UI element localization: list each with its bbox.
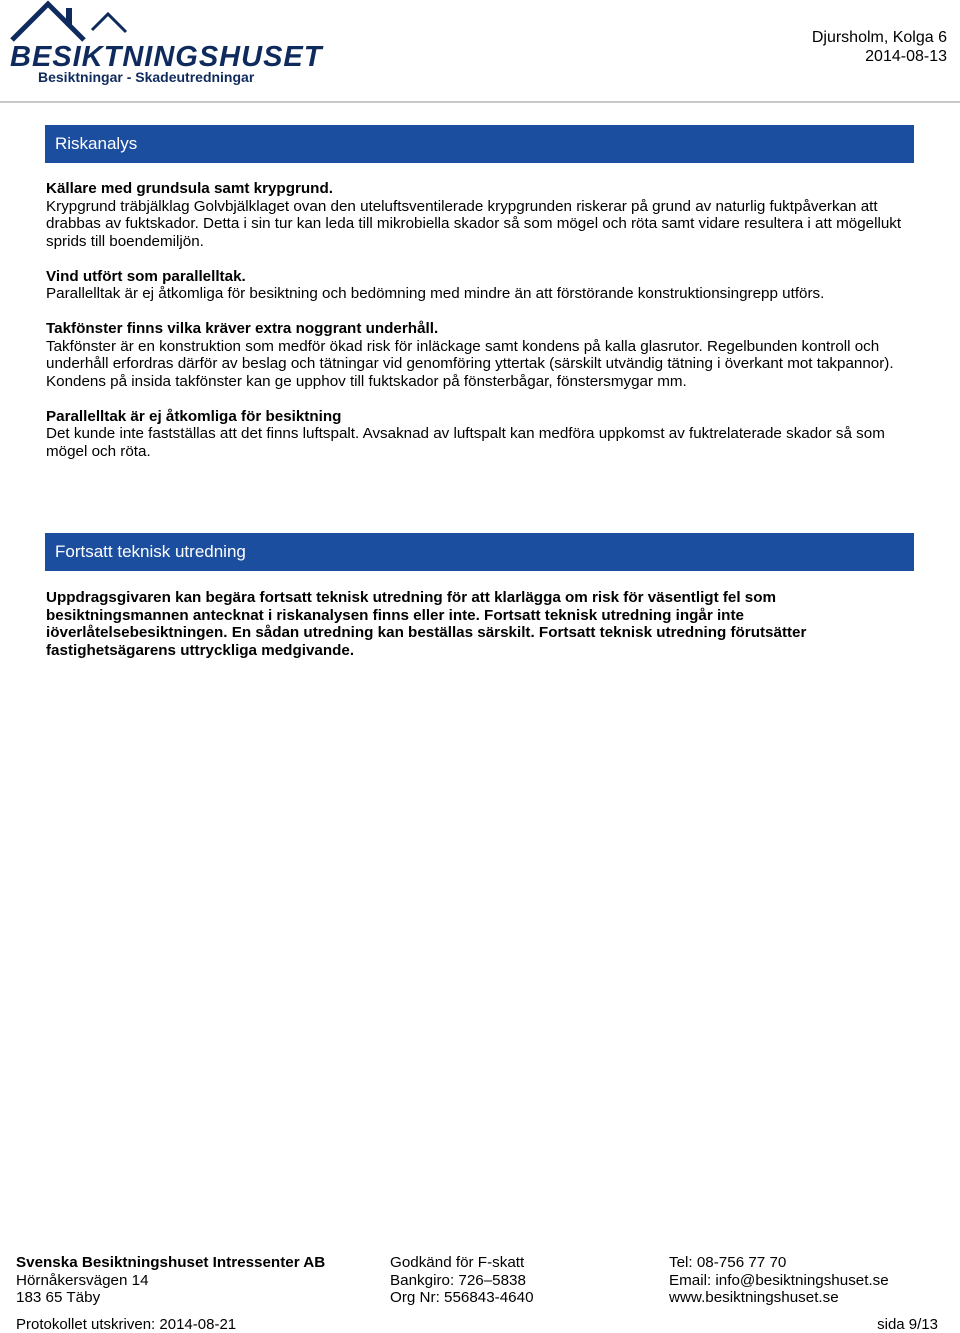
- website-text: www.besiktningshuset.se: [669, 1289, 839, 1306]
- orgnr-text: Org Nr: 556843-4640: [390, 1289, 534, 1306]
- property-name: Djursholm, Kolga 6: [811, 29, 947, 46]
- risk-text: Parallelltak är ej åtkomliga för besiktning och bedömning med mindre än att förstörande konstruktionsingrepp utförs.: [46, 285, 825, 302]
- risk-heading: Källare med grundsula samt krypgrund.: [46, 180, 333, 197]
- phone-text: Tel: 08-756 77 70: [669, 1254, 787, 1271]
- footer-company: [16, 1254, 325, 1307]
- risk-text: Det kunde inte fastställas att det finns luftspalt. Avsaknad av luftspalt kan medföra uppkomst av fuktrelaterade skador så som mögel och röta.: [46, 425, 885, 460]
- company-name: Svenska Besiktningshuset Intressenter AB: [16, 1254, 326, 1271]
- fortsatt-content: [46, 589, 916, 659]
- section-title-riskanalys: Riskanalys: [45, 125, 914, 163]
- document-header-info: [812, 28, 947, 66]
- section-title-fortsatt: Fortsatt teknisk utredning: [45, 533, 914, 571]
- company-logo: [8, 0, 338, 90]
- email-text: Email: info@besiktningshuset.se: [669, 1271, 889, 1289]
- risk-heading: Vind utfört som parallelltak.: [46, 267, 246, 285]
- house-roof-icon: [8, 0, 338, 90]
- header-divider: [0, 101, 960, 103]
- page-number: sida 9/13: [877, 1316, 938, 1333]
- company-city: 183 65 Täby: [16, 1289, 101, 1306]
- svg-text:BESIKTNINGSHUSET: BESIKTNINGSHUSET: [10, 41, 323, 73]
- fskatt-text: Godkänd för F-skatt: [390, 1254, 525, 1271]
- svg-text:Besiktningar - Skadeutredninga: Besiktningar - Skadeutredningar: [38, 69, 255, 85]
- fortsatt-text: Uppdragsgivaren kan begära fortsatt teknisk utredning för att klarlägga om risk för väsentligt fel som besiktningsmannen antecknat i riskanalysen finns eller inte. Fortsatt teknisk utredning ingår inte iöverlåtelsebesiktningen. En sådan utredning kan beställas särskilt. Fortsatt teknisk utredning förutsätter fastighetsägarens uttryckliga medgivande.: [46, 589, 807, 659]
- risk-text: Krypgrund träbjälklag Golvbjälklaget ovan den uteluftsventilerade krypgrunden riskerar på grund av naturlig fuktpåverkan att drabbas av fuktskador. Detta i sin tur kan leda till mikrobiella skador så som mögel och röta samt vidare resultera i att mögellukt sprids till boendemiljön.: [46, 197, 902, 250]
- risk-heading: Parallelltak är ej åtkomliga för besiktning: [46, 407, 342, 425]
- risk-text: Takfönster är en konstruktion som medför ökad risk för inläckage samt kondens på kalla glasrutor. Regelbunden kontroll och underhåll erfordras därför av beslag och tätningar vid genomföring yttertak (särskilt utvändig tätning i överkant mot takpannor). Kondens på insida takfönster kan ge upphov till fuktskador på fönsterbågar, fönstersmygar mm.: [46, 337, 894, 390]
- printed-date: Protokollet utskriven: 2014-08-21: [16, 1316, 237, 1333]
- risk-heading: Takfönster finns vilka kräver extra noggrant underhåll.: [46, 320, 439, 337]
- inspection-date: 2014-08-13: [865, 48, 947, 65]
- riskanalys-content: [46, 180, 916, 460]
- company-address: Hörnåkersvägen 14: [16, 1271, 149, 1289]
- bankgiro-text: Bankgiro: 726–5838: [390, 1271, 526, 1289]
- footer-contact: [669, 1254, 889, 1307]
- footer-tax: [390, 1254, 534, 1307]
